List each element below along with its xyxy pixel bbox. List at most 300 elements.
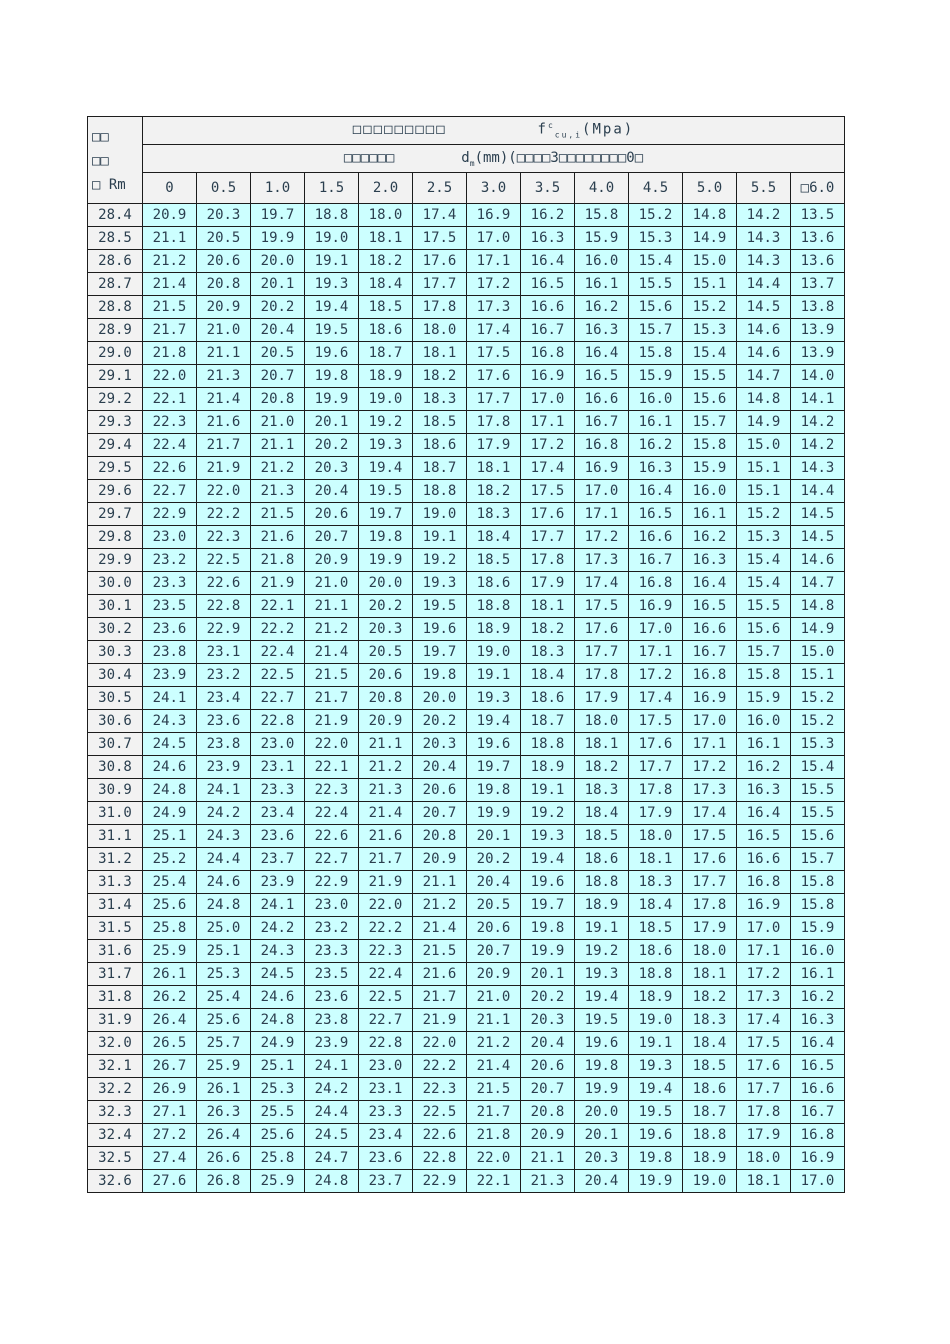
strength-value-cell: 19.2 xyxy=(413,549,467,572)
strength-value-cell: 16.0 xyxy=(737,710,791,733)
column-header: 4.0 xyxy=(575,173,629,204)
strength-value-cell: 15.4 xyxy=(737,572,791,595)
strength-value-cell: 19.8 xyxy=(305,365,359,388)
table-row xyxy=(88,595,845,618)
strength-value-cell: 20.6 xyxy=(413,779,467,802)
strength-value-cell: 23.0 xyxy=(143,526,197,549)
strength-value-cell: 25.6 xyxy=(251,1124,305,1147)
strength-value-cell: 23.2 xyxy=(197,664,251,687)
strength-value-cell: 22.6 xyxy=(305,825,359,848)
strength-value-cell: 24.5 xyxy=(305,1124,359,1147)
strength-value-cell: 19.1 xyxy=(305,250,359,273)
rebound-value-cell: 31.7 xyxy=(88,963,143,986)
strength-value-cell: 16.8 xyxy=(521,342,575,365)
strength-value-cell: 15.2 xyxy=(737,503,791,526)
strength-value-cell: 17.8 xyxy=(413,296,467,319)
strength-value-cell: 21.1 xyxy=(413,871,467,894)
strength-value-cell: 19.3 xyxy=(467,687,521,710)
strength-value-cell: 21.3 xyxy=(359,779,413,802)
strength-value-cell: 15.7 xyxy=(737,641,791,664)
strength-value-cell: 15.7 xyxy=(791,848,845,871)
strength-value-cell: 18.2 xyxy=(467,480,521,503)
rebound-value-cell: 29.9 xyxy=(88,549,143,572)
strength-value-cell: 26.5 xyxy=(143,1032,197,1055)
strength-value-cell: 18.4 xyxy=(629,894,683,917)
strength-value-cell: 16.6 xyxy=(737,848,791,871)
strength-value-cell: 14.1 xyxy=(791,388,845,411)
strength-value-cell: 16.3 xyxy=(629,457,683,480)
strength-value-cell: 18.2 xyxy=(359,250,413,273)
column-header: 5.0 xyxy=(683,173,737,204)
strength-value-cell: 19.5 xyxy=(629,1101,683,1124)
strength-value-cell: 19.3 xyxy=(575,963,629,986)
strength-value-cell: 20.4 xyxy=(521,1032,575,1055)
strength-value-cell: 15.5 xyxy=(737,595,791,618)
strength-value-cell: 18.1 xyxy=(521,595,575,618)
strength-value-cell: 24.3 xyxy=(251,940,305,963)
strength-value-cell: 17.5 xyxy=(413,227,467,250)
strength-value-cell: 17.5 xyxy=(575,595,629,618)
strength-value-cell: 22.3 xyxy=(413,1078,467,1101)
corner-line: □□ xyxy=(92,129,109,145)
strength-value-cell: 19.0 xyxy=(683,1170,737,1193)
strength-value-cell: 16.1 xyxy=(683,503,737,526)
strength-value-cell: 16.2 xyxy=(683,526,737,549)
strength-value-cell: 18.0 xyxy=(359,204,413,227)
strength-value-cell: 18.9 xyxy=(521,756,575,779)
strength-value-cell: 16.4 xyxy=(683,572,737,595)
rebound-value-cell: 28.7 xyxy=(88,273,143,296)
table-row xyxy=(88,1170,845,1193)
strength-value-cell: 25.4 xyxy=(143,871,197,894)
strength-value-cell: 20.1 xyxy=(575,1124,629,1147)
strength-value-cell: 16.7 xyxy=(629,549,683,572)
rebound-value-cell: 31.0 xyxy=(88,802,143,825)
strength-value-cell: 17.0 xyxy=(737,917,791,940)
strength-value-cell: 16.5 xyxy=(521,273,575,296)
strength-value-cell: 22.3 xyxy=(359,940,413,963)
strength-value-cell: 15.1 xyxy=(737,457,791,480)
strength-value-cell: 25.7 xyxy=(197,1032,251,1055)
column-header: 2.0 xyxy=(359,173,413,204)
strength-value-cell: 21.0 xyxy=(197,319,251,342)
strength-value-cell: 18.6 xyxy=(575,848,629,871)
strength-value-cell: 20.2 xyxy=(521,986,575,1009)
strength-value-cell: 24.9 xyxy=(143,802,197,825)
strength-value-cell: 16.3 xyxy=(521,227,575,250)
strength-value-cell: 19.4 xyxy=(575,986,629,1009)
strength-value-cell: 21.8 xyxy=(143,342,197,365)
strength-value-cell: 18.6 xyxy=(521,687,575,710)
table-header xyxy=(88,117,845,204)
strength-value-cell: 16.4 xyxy=(737,802,791,825)
strength-value-cell: 20.6 xyxy=(521,1055,575,1078)
table-row xyxy=(88,227,845,250)
strength-value-cell: 20.4 xyxy=(575,1170,629,1193)
strength-value-cell: 24.3 xyxy=(143,710,197,733)
strength-value-cell: 25.3 xyxy=(251,1078,305,1101)
strength-value-cell: 15.5 xyxy=(683,365,737,388)
strength-value-cell: 17.5 xyxy=(683,825,737,848)
rebound-value-cell: 30.2 xyxy=(88,618,143,641)
strength-value-cell: 22.5 xyxy=(413,1101,467,1124)
strength-value-cell: 17.0 xyxy=(467,227,521,250)
strength-value-cell: 14.7 xyxy=(737,365,791,388)
rebound-value-cell: 28.8 xyxy=(88,296,143,319)
strength-value-cell: 20.1 xyxy=(251,273,305,296)
strength-value-cell: 21.2 xyxy=(359,756,413,779)
strength-value-cell: 22.1 xyxy=(251,595,305,618)
strength-value-cell: 20.6 xyxy=(467,917,521,940)
strength-value-cell: 18.7 xyxy=(413,457,467,480)
strength-value-cell: 23.1 xyxy=(359,1078,413,1101)
strength-value-cell: 17.1 xyxy=(629,641,683,664)
strength-value-cell: 17.0 xyxy=(791,1170,845,1193)
strength-value-cell: 23.5 xyxy=(305,963,359,986)
strength-value-cell: 21.3 xyxy=(251,480,305,503)
strength-value-cell: 19.8 xyxy=(359,526,413,549)
strength-value-cell: 18.9 xyxy=(575,894,629,917)
rebound-value-cell: 29.2 xyxy=(88,388,143,411)
strength-value-cell: 14.5 xyxy=(791,526,845,549)
strength-value-cell: 21.8 xyxy=(467,1124,521,1147)
corner-line: □□ xyxy=(92,153,109,169)
strength-value-cell: 20.4 xyxy=(413,756,467,779)
strength-value-cell: 24.1 xyxy=(197,779,251,802)
strength-value-cell: 21.5 xyxy=(305,664,359,687)
strength-value-cell: 15.4 xyxy=(683,342,737,365)
strength-value-cell: 25.9 xyxy=(251,1170,305,1193)
strength-value-cell: 19.6 xyxy=(467,733,521,756)
title-unit: (Mpa) xyxy=(582,121,635,138)
table-row xyxy=(88,1032,845,1055)
strength-value-cell: 18.5 xyxy=(575,825,629,848)
column-header: 3.5 xyxy=(521,173,575,204)
strength-value-cell: 17.0 xyxy=(629,618,683,641)
strength-value-cell: 21.4 xyxy=(359,802,413,825)
strength-value-cell: 22.5 xyxy=(251,664,305,687)
strength-value-cell: 22.4 xyxy=(251,641,305,664)
strength-value-cell: 20.8 xyxy=(413,825,467,848)
strength-value-cell: 19.9 xyxy=(575,1078,629,1101)
strength-value-cell: 22.7 xyxy=(143,480,197,503)
strength-value-cell: 24.2 xyxy=(251,917,305,940)
strength-value-cell: 21.4 xyxy=(197,388,251,411)
strength-value-cell: 14.2 xyxy=(737,204,791,227)
strength-value-cell: 18.8 xyxy=(305,204,359,227)
table-row xyxy=(88,802,845,825)
strength-value-cell: 22.3 xyxy=(143,411,197,434)
strength-value-cell: 15.2 xyxy=(791,687,845,710)
rebound-value-cell: 31.8 xyxy=(88,986,143,1009)
strength-value-cell: 22.9 xyxy=(305,871,359,894)
strength-value-cell: 16.2 xyxy=(629,434,683,457)
strength-value-cell: 17.7 xyxy=(737,1078,791,1101)
strength-value-cell: 23.8 xyxy=(143,641,197,664)
strength-value-cell: 19.3 xyxy=(359,434,413,457)
table-row xyxy=(88,204,845,227)
strength-value-cell: 17.3 xyxy=(683,779,737,802)
strength-value-cell: 19.9 xyxy=(521,940,575,963)
strength-value-cell: 20.5 xyxy=(359,641,413,664)
strength-value-cell: 19.9 xyxy=(629,1170,683,1193)
strength-value-cell: 18.9 xyxy=(467,618,521,641)
strength-value-cell: 24.6 xyxy=(143,756,197,779)
strength-value-cell: 14.6 xyxy=(737,342,791,365)
strength-value-cell: 15.3 xyxy=(683,319,737,342)
strength-value-cell: 17.1 xyxy=(737,940,791,963)
strength-value-cell: 16.6 xyxy=(791,1078,845,1101)
strength-value-cell: 16.6 xyxy=(683,618,737,641)
strength-value-cell: 16.9 xyxy=(575,457,629,480)
strength-value-cell: 17.6 xyxy=(521,503,575,526)
strength-value-cell: 15.8 xyxy=(575,204,629,227)
strength-value-cell: 16.1 xyxy=(629,411,683,434)
strength-value-cell: 22.4 xyxy=(143,434,197,457)
strength-value-cell: 18.0 xyxy=(629,825,683,848)
strength-value-cell: 19.8 xyxy=(413,664,467,687)
strength-value-cell: 26.8 xyxy=(197,1170,251,1193)
strength-value-cell: 20.5 xyxy=(197,227,251,250)
strength-value-cell: 19.5 xyxy=(305,319,359,342)
strength-value-cell: 21.6 xyxy=(359,825,413,848)
strength-value-cell: 16.4 xyxy=(629,480,683,503)
strength-value-cell: 27.1 xyxy=(143,1101,197,1124)
strength-value-cell: 19.9 xyxy=(359,549,413,572)
strength-value-cell: 18.8 xyxy=(467,595,521,618)
strength-value-cell: 27.2 xyxy=(143,1124,197,1147)
strength-value-cell: 17.6 xyxy=(413,250,467,273)
strength-value-cell: 18.7 xyxy=(359,342,413,365)
strength-value-cell: 20.1 xyxy=(521,963,575,986)
strength-value-cell: 15.5 xyxy=(791,779,845,802)
column-header: 2.5 xyxy=(413,173,467,204)
strength-value-cell: 17.2 xyxy=(521,434,575,457)
table-body xyxy=(88,204,845,1193)
strength-value-cell: 20.8 xyxy=(359,687,413,710)
strength-value-cell: 14.2 xyxy=(791,434,845,457)
strength-value-cell: 19.8 xyxy=(575,1055,629,1078)
strength-value-cell: 23.4 xyxy=(251,802,305,825)
strength-value-cell: 25.6 xyxy=(197,1009,251,1032)
strength-value-cell: 19.3 xyxy=(413,572,467,595)
column-header-row xyxy=(88,173,845,204)
rebound-value-cell: 28.9 xyxy=(88,319,143,342)
strength-value-cell: 14.9 xyxy=(737,411,791,434)
strength-value-cell: 18.6 xyxy=(359,319,413,342)
strength-value-cell: 26.9 xyxy=(143,1078,197,1101)
strength-value-cell: 20.7 xyxy=(467,940,521,963)
strength-value-cell: 23.5 xyxy=(143,595,197,618)
strength-value-cell: 23.8 xyxy=(305,1009,359,1032)
rebound-value-cell: 32.0 xyxy=(88,1032,143,1055)
strength-value-cell: 17.4 xyxy=(575,572,629,595)
strength-value-cell: 22.0 xyxy=(197,480,251,503)
strength-value-cell: 16.9 xyxy=(683,687,737,710)
strength-value-cell: 16.4 xyxy=(521,250,575,273)
strength-value-cell: 16.1 xyxy=(737,733,791,756)
strength-value-cell: 20.7 xyxy=(251,365,305,388)
strength-value-cell: 20.0 xyxy=(575,1101,629,1124)
rebound-value-cell: 30.0 xyxy=(88,572,143,595)
strength-value-cell: 18.8 xyxy=(683,1124,737,1147)
strength-value-cell: 14.4 xyxy=(791,480,845,503)
strength-value-cell: 20.4 xyxy=(251,319,305,342)
strength-value-cell: 15.6 xyxy=(683,388,737,411)
strength-value-cell: 19.5 xyxy=(359,480,413,503)
strength-value-cell: 17.0 xyxy=(575,480,629,503)
strength-value-cell: 23.7 xyxy=(251,848,305,871)
rebound-value-cell: 29.6 xyxy=(88,480,143,503)
strength-value-cell: 15.0 xyxy=(791,641,845,664)
strength-value-cell: 15.7 xyxy=(629,319,683,342)
strength-value-cell: 20.8 xyxy=(251,388,305,411)
strength-value-cell: 23.8 xyxy=(197,733,251,756)
strength-value-cell: 26.6 xyxy=(197,1147,251,1170)
rebound-value-cell: 29.3 xyxy=(88,411,143,434)
strength-value-cell: 13.6 xyxy=(791,227,845,250)
table-title xyxy=(143,117,845,145)
strength-value-cell: 15.8 xyxy=(737,664,791,687)
strength-value-cell: 19.5 xyxy=(413,595,467,618)
table-row xyxy=(88,1009,845,1032)
strength-value-cell: 21.2 xyxy=(305,618,359,641)
column-header: 1.0 xyxy=(251,173,305,204)
strength-value-cell: 15.8 xyxy=(791,871,845,894)
strength-value-cell: 18.3 xyxy=(629,871,683,894)
strength-value-cell: 16.9 xyxy=(791,1147,845,1170)
strength-value-cell: 23.1 xyxy=(197,641,251,664)
strength-value-cell: 16.3 xyxy=(737,779,791,802)
strength-value-cell: 20.9 xyxy=(521,1124,575,1147)
strength-value-cell: 16.2 xyxy=(521,204,575,227)
strength-value-cell: 18.4 xyxy=(575,802,629,825)
strength-value-cell: 20.9 xyxy=(305,549,359,572)
strength-value-cell: 23.2 xyxy=(143,549,197,572)
strength-value-cell: 19.4 xyxy=(629,1078,683,1101)
strength-value-cell: 18.6 xyxy=(683,1078,737,1101)
strength-value-cell: 25.1 xyxy=(143,825,197,848)
strength-value-cell: 17.6 xyxy=(683,848,737,871)
table-row xyxy=(88,641,845,664)
strength-value-cell: 23.1 xyxy=(251,756,305,779)
strength-value-cell: 15.6 xyxy=(791,825,845,848)
rebound-value-cell: 28.6 xyxy=(88,250,143,273)
strength-value-cell: 24.4 xyxy=(305,1101,359,1124)
strength-value-cell: 24.8 xyxy=(251,1009,305,1032)
strength-value-cell: 16.0 xyxy=(683,480,737,503)
table-row xyxy=(88,388,845,411)
strength-value-cell: 20.9 xyxy=(467,963,521,986)
strength-value-cell: 21.9 xyxy=(197,457,251,480)
strength-value-cell: 27.4 xyxy=(143,1147,197,1170)
strength-value-cell: 17.9 xyxy=(575,687,629,710)
strength-value-cell: 25.3 xyxy=(197,963,251,986)
strength-value-cell: 17.4 xyxy=(629,687,683,710)
table-row xyxy=(88,503,845,526)
strength-value-cell: 21.2 xyxy=(251,457,305,480)
strength-value-cell: 21.5 xyxy=(413,940,467,963)
strength-value-cell: 23.9 xyxy=(143,664,197,687)
strength-value-cell: 17.2 xyxy=(575,526,629,549)
strength-value-cell: 23.6 xyxy=(359,1147,413,1170)
strength-value-cell: 19.0 xyxy=(305,227,359,250)
strength-value-cell: 18.4 xyxy=(359,273,413,296)
strength-value-cell: 16.9 xyxy=(629,595,683,618)
strength-value-cell: 23.3 xyxy=(359,1101,413,1124)
strength-value-cell: 18.3 xyxy=(413,388,467,411)
strength-value-cell: 18.0 xyxy=(737,1147,791,1170)
strength-value-cell: 19.0 xyxy=(467,641,521,664)
strength-value-cell: 21.4 xyxy=(143,273,197,296)
strength-value-cell: 19.3 xyxy=(521,825,575,848)
strength-value-cell: 16.7 xyxy=(683,641,737,664)
strength-value-cell: 13.9 xyxy=(791,342,845,365)
rebound-value-cell: 29.7 xyxy=(88,503,143,526)
strength-value-cell: 20.2 xyxy=(467,848,521,871)
strength-value-cell: 22.5 xyxy=(359,986,413,1009)
rebound-value-cell: 32.6 xyxy=(88,1170,143,1193)
strength-value-cell: 16.3 xyxy=(791,1009,845,1032)
strength-value-cell: 15.9 xyxy=(575,227,629,250)
strength-value-cell: 22.6 xyxy=(197,572,251,595)
strength-value-cell: 17.9 xyxy=(683,917,737,940)
strength-value-cell: 18.1 xyxy=(359,227,413,250)
table-row xyxy=(88,871,845,894)
strength-value-cell: 22.8 xyxy=(251,710,305,733)
table-subtitle xyxy=(143,145,845,173)
strength-value-cell: 21.2 xyxy=(467,1032,521,1055)
strength-value-cell: 25.9 xyxy=(143,940,197,963)
strength-value-cell: 17.8 xyxy=(629,779,683,802)
strength-value-cell: 21.0 xyxy=(467,986,521,1009)
strength-value-cell: 14.3 xyxy=(737,250,791,273)
table-row xyxy=(88,549,845,572)
strength-value-cell: 18.1 xyxy=(737,1170,791,1193)
strength-value-cell: 23.0 xyxy=(305,894,359,917)
strength-value-cell: 17.6 xyxy=(737,1055,791,1078)
strength-value-cell: 20.9 xyxy=(359,710,413,733)
rebound-value-cell: 30.9 xyxy=(88,779,143,802)
table-row xyxy=(88,1124,845,1147)
rebound-value-cell: 31.5 xyxy=(88,917,143,940)
strength-value-cell: 19.6 xyxy=(413,618,467,641)
column-header: 0 xyxy=(143,173,197,204)
strength-value-cell: 16.7 xyxy=(791,1101,845,1124)
strength-value-cell: 19.4 xyxy=(359,457,413,480)
strength-value-cell: 21.1 xyxy=(251,434,305,457)
rebound-value-cell: 30.4 xyxy=(88,664,143,687)
strength-value-cell: 15.8 xyxy=(683,434,737,457)
strength-value-cell: 14.9 xyxy=(683,227,737,250)
strength-value-cell: 14.2 xyxy=(791,411,845,434)
strength-value-cell: 16.9 xyxy=(467,204,521,227)
strength-value-cell: 19.9 xyxy=(467,802,521,825)
rebound-value-cell: 29.8 xyxy=(88,526,143,549)
rebound-value-cell: 31.1 xyxy=(88,825,143,848)
strength-value-cell: 22.1 xyxy=(143,388,197,411)
rebound-value-cell: 29.4 xyxy=(88,434,143,457)
strength-value-cell: 17.7 xyxy=(467,388,521,411)
strength-value-cell: 15.4 xyxy=(629,250,683,273)
strength-value-cell: 17.8 xyxy=(683,894,737,917)
strength-value-cell: 18.9 xyxy=(359,365,413,388)
table-row xyxy=(88,480,845,503)
strength-value-cell: 22.7 xyxy=(359,1009,413,1032)
strength-value-cell: 21.7 xyxy=(143,319,197,342)
strength-value-cell: 20.6 xyxy=(197,250,251,273)
strength-value-cell: 17.2 xyxy=(737,963,791,986)
